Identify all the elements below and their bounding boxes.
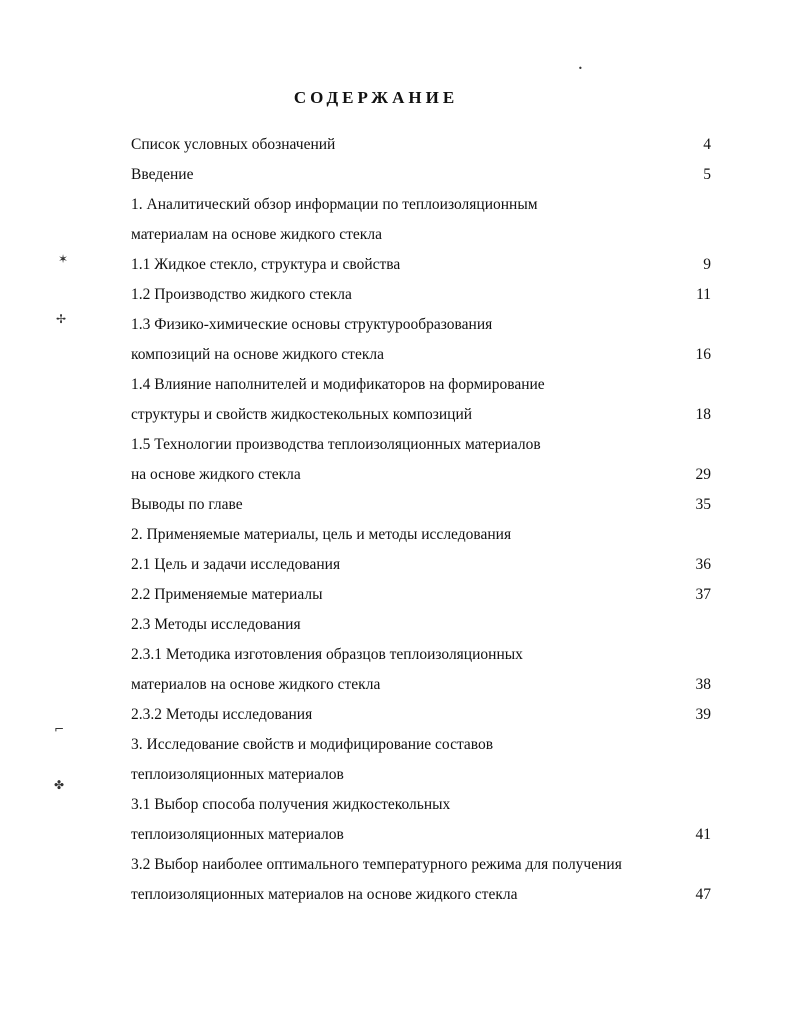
toc-entry-page-number: 16 (695, 346, 711, 363)
toc-entry (131, 340, 711, 370)
toc-entry-text: Выводы по главе (131, 496, 243, 513)
toc-entry (131, 580, 711, 610)
toc-entry-page-number: 35 (695, 496, 711, 513)
toc-entry-text: Список условных обозначений (131, 136, 336, 153)
toc-entry-text: теплоизоляционных материалов (131, 826, 344, 843)
toc-entry-text: 1.5 Технологии производства теплоизоляционных материалов (131, 436, 541, 453)
toc-entry (131, 820, 711, 850)
toc-entry-page-number: 5 (703, 166, 711, 183)
toc-entry-page-number: 37 (695, 586, 711, 603)
toc-entry-page-number: 9 (703, 256, 711, 273)
toc-entry (131, 730, 711, 760)
toc-entry-text: теплоизоляционных материалов (131, 766, 344, 783)
toc-entry-page-number: 36 (695, 556, 711, 573)
toc-entry-text: 1.4 Влияние наполнителей и модификаторов на формирование (131, 376, 545, 393)
scan-speck-icon: ✤ (54, 778, 65, 792)
toc-entry-page-number: 29 (695, 466, 711, 483)
toc-entry (131, 880, 711, 910)
toc-entry (131, 250, 711, 280)
toc-entry (131, 220, 711, 250)
toc-entry-text: 1.1 Жидкое стекло, структура и свойства (131, 256, 401, 273)
toc-entry-text: 1.3 Физико-химические основы структурообразования (131, 316, 493, 333)
toc-entry-text: на основе жидкого стекла (131, 466, 301, 483)
toc-entry-text: 2.3.1 Методика изготовления образцов теплоизоляционных (131, 646, 523, 663)
toc-entry (131, 790, 711, 820)
toc-entry (131, 640, 711, 670)
toc-entry-text: 3.2 Выбор наиболее оптимального температурного режима для получения (131, 856, 622, 873)
toc-entry (131, 160, 711, 190)
scan-speck-icon: ⌐ (54, 722, 65, 736)
toc-entry-page-number: 11 (696, 286, 711, 303)
toc-entry-page-number: 41 (695, 826, 711, 843)
toc-entry (131, 850, 711, 880)
toc-entry-text: теплоизоляционных материалов на основе жидкого стекла (131, 886, 518, 903)
toc-entry-page-number: 18 (695, 406, 711, 423)
toc-entry (131, 280, 711, 310)
toc-entry (131, 310, 711, 340)
toc-entry-text: структуры и свойств жидкостекольных композиций (131, 406, 473, 423)
toc-entry (131, 550, 711, 580)
toc-entry-text: 3. Исследование свойств и модифицирование составов (131, 736, 494, 753)
toc-entry (131, 400, 711, 430)
toc-entry-page-number: 38 (695, 676, 711, 693)
toc-entry-text: 2.2 Применяемые материалы (131, 586, 323, 603)
toc-entry-text: Введение (131, 166, 194, 183)
scan-speck-icon: • (578, 64, 583, 73)
toc-entry (131, 130, 711, 160)
toc-entry-text: 2.1 Цель и задачи исследования (131, 556, 341, 573)
scan-speck-icon: ✢ (56, 312, 67, 326)
toc-entry (131, 370, 711, 400)
toc-entry-page-number: 39 (695, 706, 711, 723)
toc-entry-text: 1. Аналитический обзор информации по теплоизоляционным (131, 196, 538, 213)
toc-entry (131, 700, 711, 730)
toc-entry (131, 430, 711, 460)
toc-entry-text: 2. Применяемые материалы, цель и методы исследования (131, 526, 512, 543)
toc-entry-text: материалов на основе жидкого стекла (131, 676, 381, 693)
scan-speck-icon: ✶ (58, 252, 69, 266)
toc-entry (131, 610, 711, 640)
table-of-contents (131, 130, 711, 910)
toc-entry (131, 670, 711, 700)
toc-entry-page-number: 47 (695, 886, 711, 903)
toc-entry-page-number: 4 (703, 136, 711, 153)
toc-entry-text: материалам на основе жидкого стекла (131, 226, 382, 243)
toc-entry (131, 490, 711, 520)
page-title: СОДЕРЖАНИЕ (293, 88, 459, 107)
toc-entry-text: 3.1 Выбор способа получения жидкостекольных (131, 796, 451, 813)
toc-entry (131, 460, 711, 490)
toc-entry-text: 2.3 Методы исследования (131, 616, 301, 633)
toc-entry (131, 760, 711, 790)
toc-entry-text: 2.3.2 Методы исследования (131, 706, 313, 723)
toc-entry-text: 1.2 Производство жидкого стекла (131, 286, 352, 303)
toc-entry (131, 520, 711, 550)
toc-entry-text: композиций на основе жидкого стекла (131, 346, 384, 363)
toc-entry (131, 190, 711, 220)
